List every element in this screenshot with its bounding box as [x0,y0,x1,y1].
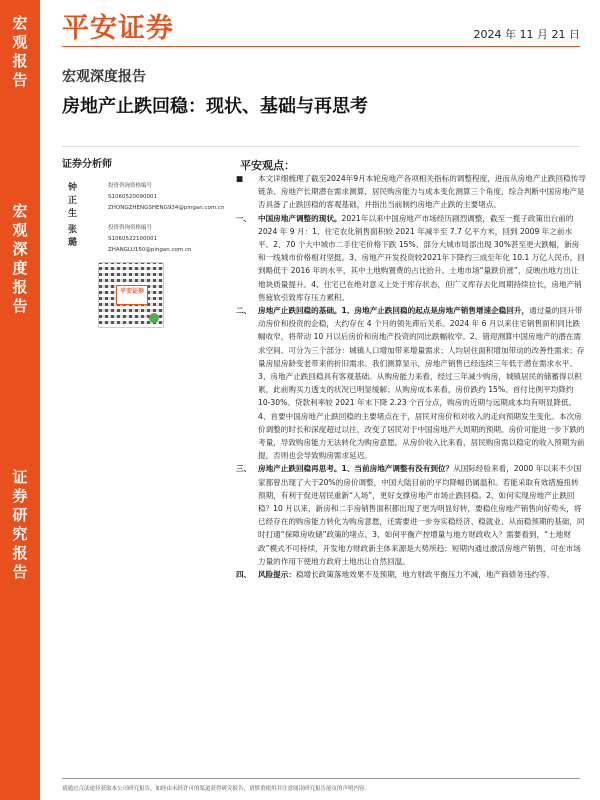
wechat-icon [149,313,159,323]
analyst-name: 钟正生 [68,183,78,219]
analysts-heading: 证券分析师 [62,159,112,170]
analyst-name: 张璐 [68,225,78,248]
analyst-license-label: 投资咨询资格编号 [108,183,153,189]
section-4: 四、 风险提示：稳增长政策落地效果不及预期，地方财政平衡压力不减，地产商债务违约等。 [236,570,555,580]
analyst-email[interactable]: ZHONGZHENGSHENG934@pingan.com.cn [108,205,225,211]
footer-disclaimer: 请通过合法途径获取本公司研究报告，如经由未经许可的渠道获得研究报告，请慎重使用并注意阅读研究报告尾页的声明内容。 [62,786,371,792]
sidebar [0,0,40,800]
section-3: 三、 房地产止跌回稳再思考。1、当前房地产调整有没有到位？从国际经验来看，2000 年以来不少国家都曾出现了大于20%的房价调整，中国大陆目前的平均降幅仍属温和。若能采取有效措施扭转预期，有利于促进居民重新“入场”，更好支撑房地产市场止跌回稳。2、如何实现房地产止跌回稳？10 月以来，新房和二手房销售面积都出现了更为明显好转，要稳住房地产销售向好势头，将已经存在的购房能力转化为购房意愿，还需要进一步夯实稳经济、稳就业、从而稳预期的基础，同时打通“保障房收储”政策的堵点。3、如何平衡产控增量与地方财政收入？需要看到，“土地财政”模式不可持续，开发地方财政新主体来源是大势所趋；短期内通过激活房地产销售，可在市场力量的作用下使地方政府土地出让自然回温。 [236,464,585,566]
header-divider [62,46,580,47]
intro-paragraph: ■ 本文详细梳理了截至2024年9月本轮房地产各项相关指标的调整程度，进而从房地产止跌回稳传导链条、房地产长期潜在需求测算、居民购房能力与成本变化测算三个角度，综合判断中国房地产是否具备了止跌回稳的客观基础，并指出当前制约房地产止跌的主要堵点。 [236,174,586,210]
section-2: 二、 房地产止跌回稳的基础。1、房地产止跌回稳的起点是房地产销售增速企稳回升，通过量的回升带动房价和投资的企稳，大约存在 4 个月的领先滞后关系。2024 年 6 月以来住宅销售面积同比跌幅收窄，将带动 10 月以后房价和房地产投资的同比跌幅收窄。2、错迎测算中国房地产的潜在需求空间。可分为三个部分：城镇人口增加带来增量需求；人均居住面积增加带动的改善性需求；存量房屋房龄变老带来的折旧需求。我们测算显示，房地产销售已经连续三年低于潜在需求水平。3、房地产止跌回稳具有客观基础。从购房能力来看，经过三年减少购房，城镇居民的储蓄得以积累，此前购买力透支的状况已明显缓解；从购房成本来看，房价跌约 15%、首付比例平均降约 10-30%、贷款利率较 2021 年末下降 2.23 个百分点，购房的近期与远期成本均有明显降低。4、首要中国房地产止跌回稳的主要堵点在于，居民对房价和对收入的走向预期发生变化。本次房价调整的时长和深度超过以往，改变了居民对于中国房地产大周期的预期。房价可能进一步下跌的考量，导致购房能力无法转化为购房意愿。从房价收入比来看，居民购房需以稳定的收入预期为前提，否则也会导致购房需求延迟。 [236,306,585,461]
bullet-icon: ■ [236,174,244,183]
views-heading: 平安观点： [240,159,295,172]
section-body: 2021年以来中国房地产市场经历剧烈调整，截至一揽子政策出台前的 2024 年 9 月：1、住宅农化销售面积较 2021 年减半至 7.7 亿平方米，回到 2009 年之前水平。2、70 个大中城市二手住宅价格下跌 15%、部分大城市局部出现 30%甚至更大跌幅，新房和一线城市价格相对坚挺。3、房地产开发投资较2021年下降约三成至年化 10.1 万亿人民币，回到略低于 2016 年的水平，其中土地购置费的占比抬升。土地市场“量跌价涨”，反映出地方出让地块质量提升。4、住宅已在绝对意义上处于库存状态，但广义库存去化周期持续拉长，房地产销售疲软引致库存压力累积。 [258,213,585,302]
company-logo: 平安证券 [62,13,174,44]
report-date: 2024 年 11 月 21 日 [473,28,580,41]
analyst-license-label: 投资咨询资格编号 [108,225,153,231]
section-lead: 房地产止跌回稳再思考。1、当前房地产调整有没有到位？ [258,464,454,474]
sidebar-label-macro-deep-report: 宏 观 深 度 报 告 [12,202,28,315]
analyst-email[interactable]: ZHANGLU150@pingan.com.cn [108,247,192,253]
title-divider [62,146,580,147]
sidebar-label-securities-research: 证 券 研 究 报 告 [12,468,28,581]
section-body: 稳增长政策落地效果不及预期，地方财政平衡压力不减，地产商债务违约等。 [295,570,555,580]
footer-divider [62,778,580,779]
section-lead: 房地产止跌回稳的基础。1、房地产止跌回稳的起点是房地产销售增速企稳回升， [258,306,530,316]
section-body: 通过量的回升带动房价和投资的企稳，大约存在 4 个月的领先滞后关系。2024 年 6 月以来住宅销售面积同比跌幅收窄，将带动 10 月以后房价和房地产投资的同比跌幅收窄。2、错迎测算中国房地产的潜在需求空间。可分为三个部分：城镇人口增加带来增量需求；人均居住面积增加带动的改善性需求；存量房屋房龄变老带来的折旧需求。我们测算显示，房地产销售已经连续三年低于潜在需求水平。3、房地产止跌回稳具有客观基础。从购房能力来看，经过三年减少购房，城镇居民的储蓄得以积累，此前购买力透支的状况已明显缓解；从购房成本来看，房价跌约 15%、首付比例平均降约 10-30%、贷款利率较 2021 年末下降 2.23 个百分点，购房的近期与远期成本均有明显降低。4、首要中国房地产止跌回稳的主要堵点在于，居民对房价和对收入的走向预期发生变化。本次房价调整的时长和深度超过以往，改变了居民对于中国房地产大周期的预期。房价可能进一步下跌的考量，导致购房能力无法转化为购房意愿。从房价收入比来看，居民购房需以稳定的收入预期为前提，否则也会导致购房需求延迟。 [258,306,585,461]
analyst-license-number: S1060522100001 [108,236,157,242]
section-1: 一、 中国房地产调整的现状。2021年以来中国房地产市场经历剧烈调整，截至一揽子政策出台前的 2024 年 9 月：1、住宅农化销售面积较 2021 年减半至 7.7 亿平方米，回到 2009 年之前水平。2、70 个大中城市二手住宅价格下跌 15%、部分大城市局部出现 30%甚至更大跌幅，新房和一线城市价格相对坚挺。3、房地产开发投资较2021年下降约三成至年化 10.1 万亿人民币，回到略低于 2016 年的水平，其中土地购置费的占比抬升。土地市场“量跌价涨”，反映出地方出让地块质量提升。4、住宅已在绝对意义上处于库存状态，但广义库存去化周期持续拉长，房地产销售疲软引致库存压力累积。 [236,213,585,302]
report-type: 宏观深度报告 [62,69,146,85]
section-lead: 中国房地产调整的现状。 [258,213,342,223]
qr-code [98,262,164,328]
section-lead: 风险提示： [258,570,296,580]
page-title: 房地产止跌回稳：现状、基础与再思考 [62,96,368,117]
views-content [236,172,586,581]
sidebar-label-macro-report: 宏 观 报 告 [12,14,28,89]
section-body: 从国际经验来看，2000 年以来不少国家都曾出现了大于20%的房价调整，中国大陆目前的平均降幅仍属温和。若能采取有效措施扭转预期，有利于促进居民重新“入场”，更好支撑房地产市场止跌回稳。2、如何实现房地产止跌回稳？10 月以来，新房和二手房销售面积都出现了更为明显好转，要稳住房地产销售向好势头，将已经存在的购房能力转化为购房意愿，还需要进一步夯实稳经济、稳就业、从而稳预期的基础，同时打通“保障房收储”政策的堵点。3、如何平衡产控增量与地方财政收入？需要看到，“土地财政”模式不可持续，开发地方财政新主体来源是大势所趋；短期内通过激活房地产销售，可在市场力量的作用下使地方政府土地出让自然回温。 [258,464,585,566]
analyst-license-number: S1060520090001 [108,194,157,200]
qr-logo-badge: 平安证券 [116,285,148,305]
